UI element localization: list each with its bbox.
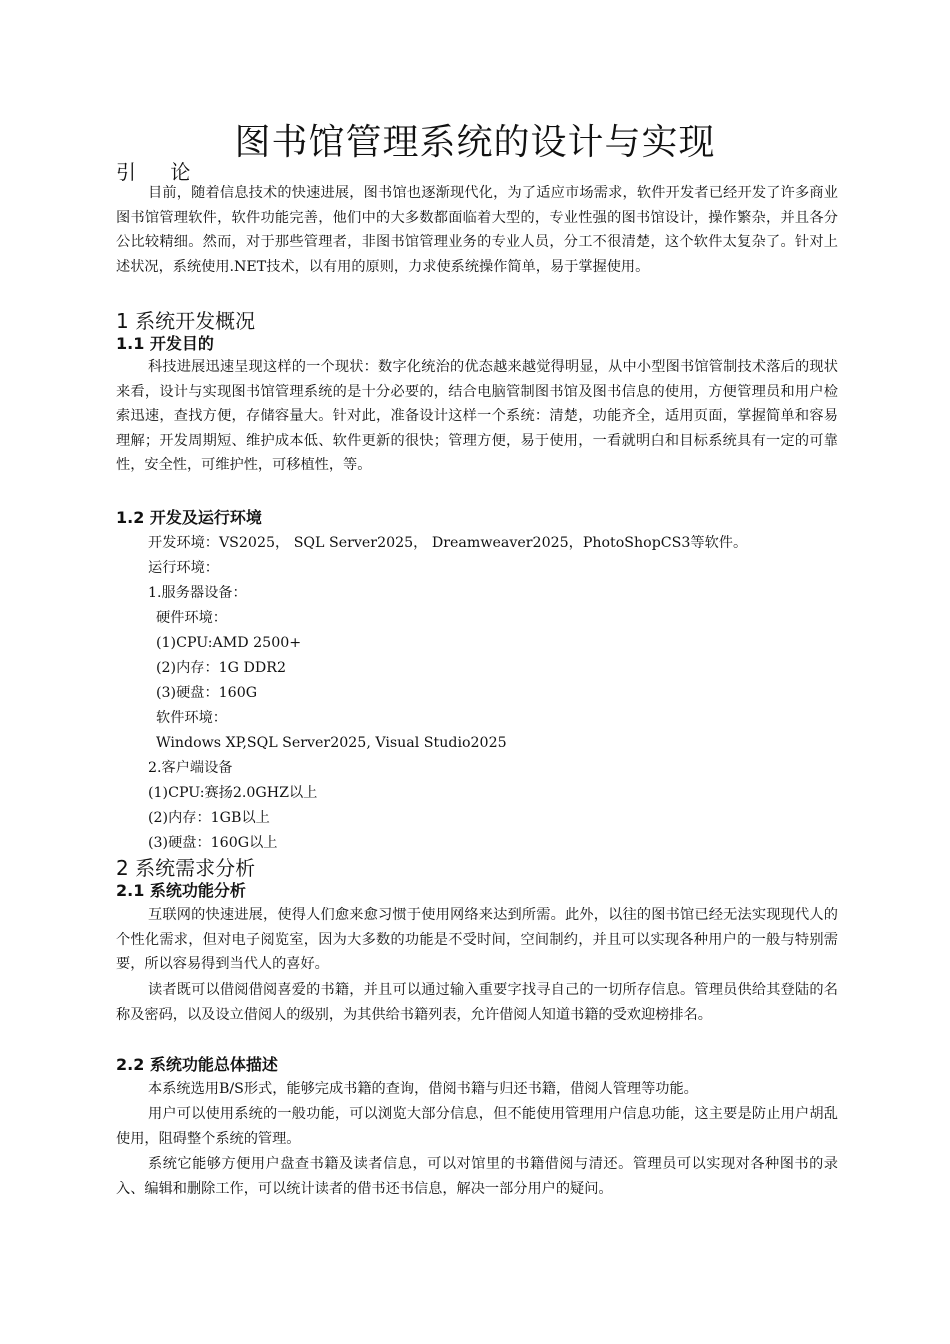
section-2-2-heading: 2.2 系统功能总体描述 — [116, 1055, 278, 1074]
server-memory-line: (2)内存：1G DDR2 — [156, 660, 286, 676]
section-2-1-paragraph-2: 读者既可以借阅借阅喜爱的书籍，并且可以通过输入重要字找寻自己的一切所存信息。管理员供给其登陆的名称及密码，以及设立借阅人的级别，为其供给书籍列表，允许借阅人知道书籍的受欢迎榜排名。 — [116, 982, 838, 1023]
software-line: Windows XP,SQL Server2025, Visual Studio2025 — [156, 735, 507, 751]
client-disk-line: (3)硬盘：160G以上 — [148, 835, 278, 851]
client-label: 2.客户端设备 — [148, 760, 233, 776]
section-2-1-heading: 2.1 系统功能分析 — [116, 881, 246, 900]
section-1-1-paragraph: 科技进展迅速呈现这样的一个现状：数字化统治的优态越来越觉得明显，从中小型图书馆管制技术落后的现状来看，设计与实现图书馆管理系统的是十分必要的，结合电脑管制图书馆及图书信息的使用，方便管理员和用户检索迅速，查找方便，存储容量大。针对此，准备设计这样一个系统：清楚，功能齐全，适用页面，掌握简单和容易理解；开发周期短、维护成本低、软件更新的很快；管理方便，易于使用，一看就明白和目标系统具有一定的可靠性，安全性，可维护性，可移植性，等。 — [116, 359, 838, 474]
client-cpu-line: (1)CPU:赛扬2.0GHZ以上 — [148, 785, 318, 801]
intro-paragraph: 目前，随着信息技术的快速进展，图书馆也逐渐现代化，为了适应市场需求，软件开发者已经开发了许多商业图书馆管理软件，软件功能完善，他们中的大多数都面临着大型的，专业性强的图书馆设计，操作繁杂，并且各分公比较精细。然而，对于那些管理者，非图书馆管理业务的专业人员，分工不很清楚，这个软件太复杂了。针对上述状况，系统使用.NET技术，以有用的原则，力求使系统操作简单，易于掌握使用。 — [116, 185, 838, 275]
intro-heading: 引 论 — [116, 160, 205, 184]
hardware-label: 硬件环境： — [156, 610, 227, 626]
section-1-1-heading: 1.1 开发目的 — [116, 334, 214, 353]
software-label: 软件环境： — [156, 710, 227, 726]
env-dev-line: 开发环境：VS2025， SQL Server2025， Dreamweaver2025，PhotoShopCS3等软件。 — [148, 535, 748, 551]
server-disk-line: (3)硬盘：160G — [156, 685, 258, 701]
client-memory-line: (2)内存：1GB以上 — [148, 810, 270, 826]
section-2-2-paragraph-1: 本系统选用B/S形式，能够完成书籍的查询，借阅书籍与归还书籍，借阅人管理等功能。 — [148, 1081, 698, 1097]
env-run-line: 运行环境： — [148, 560, 219, 576]
server-cpu-line: (1)CPU:AMD 2500+ — [156, 635, 302, 651]
section-1-2-heading: 1.2 开发及运行环境 — [116, 508, 262, 527]
section-2-heading: 2 系统需求分析 — [116, 856, 256, 880]
section-2-2-paragraph-3: 系统它能够方便用户盘查书籍及读者信息，可以对馆里的书籍借阅与清还。管理员可以实现对各种图书的录入、编辑和删除工作，可以统计读者的借书还书信息，解决一部分用户的疑问。 — [116, 1156, 838, 1197]
server-label: 1.服务器设备： — [148, 585, 247, 601]
section-2-1-paragraph-1: 互联网的快速进展，使得人们愈来愈习惯于使用网络来达到所需。此外，以往的图书馆已经无法实现现代人的个性化需求，但对电子阅览室，因为大多数的功能是不受时间，空间制约，并且可以实现各种用户的一般与特别需要，所以容易得到当代人的喜好。 — [116, 907, 838, 973]
section-2-2-paragraph-2: 用户可以使用系统的一般功能，可以浏览大部分信息，但不能使用管理用户信息功能，这主要是防止用户胡乱使用，阻碍整个系统的管理。 — [116, 1106, 838, 1147]
document-title: 图书馆管理系统的设计与实现 — [234, 122, 716, 163]
section-1-heading: 1 系统开发概况 — [116, 309, 256, 333]
